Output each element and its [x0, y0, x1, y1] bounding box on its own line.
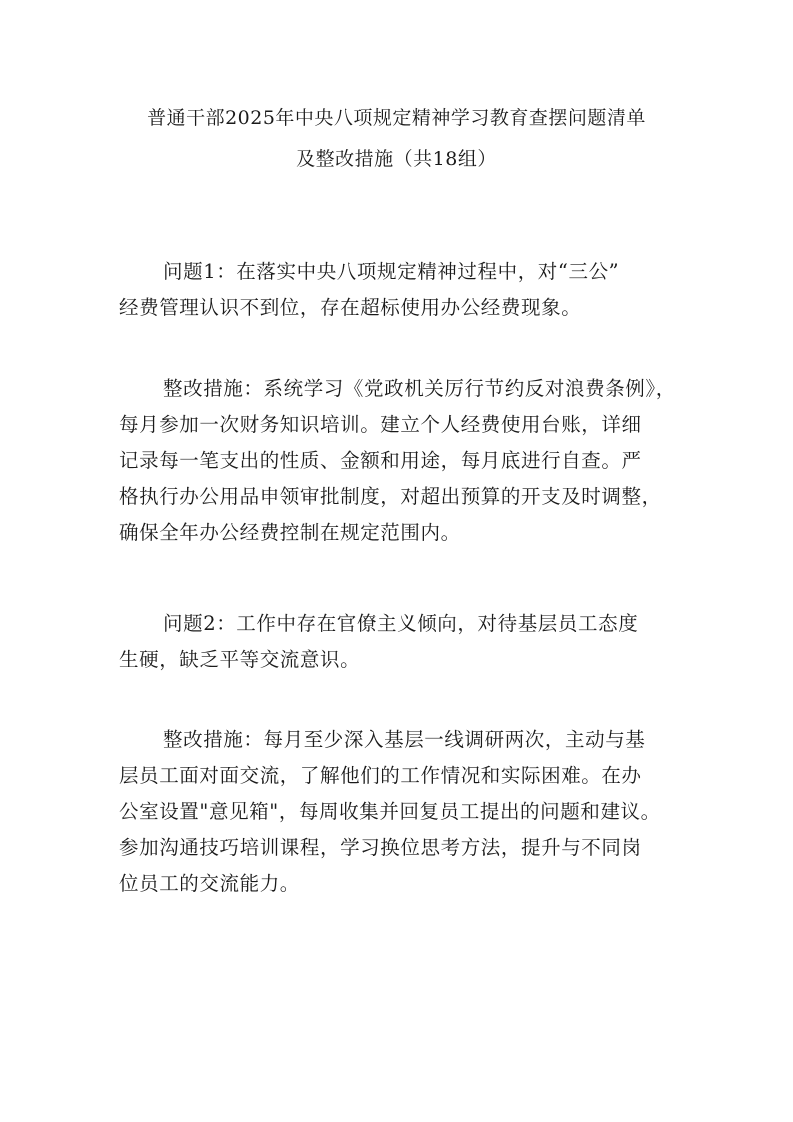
paragraph-line: 公室设置"意见箱"，每周收集并回复员工提出的问题和建议。 — [119, 800, 661, 823]
paragraph-line: 每月参加一次财务知识培训。建立个人经费使用台账，详细 — [119, 413, 642, 436]
paragraph-line: 格执行办公用品申领审批制度，对超出预算的开支及时调整， — [119, 485, 662, 508]
problem-1-paragraph — [119, 254, 699, 326]
paragraph-line: 位员工的交流能力。 — [119, 872, 300, 895]
paragraph-line: 问题2：工作中存在官僚主义倾向，对待基层员工态度 — [163, 612, 639, 635]
paragraph-line: 参加沟通技巧培训课程，学习换位思考方法，提升与不同岗 — [119, 836, 642, 859]
problem-2-paragraph — [119, 606, 699, 678]
paragraph-line: 整改措施：每月至少深入基层一线调研两次，主动与基 — [163, 728, 646, 751]
paragraph-line: 整改措施：系统学习《党政机关厉行节约反对浪费条例》， — [163, 377, 676, 400]
paragraph-line: 层员工面对面交流，了解他们的工作情况和实际困难。在办 — [119, 764, 642, 787]
paragraph-line: 问题1：在落实中央八项规定精神过程中，对“三公” — [163, 260, 620, 283]
paragraph-line: 确保全年办公经费控制在规定范围内。 — [119, 521, 461, 544]
paragraph-line: 生硬，缺乏平等交流意识。 — [119, 648, 361, 671]
title-line-1: 普通干部2025年中央八项规定精神学习教育查摆问题清单 — [147, 107, 646, 129]
document-title — [100, 98, 693, 180]
title-line-2: 及整改措施（共18组） — [296, 148, 497, 170]
measures-1-paragraph — [119, 371, 699, 551]
measures-2-paragraph — [119, 722, 699, 902]
paragraph-line: 记录每一笔支出的性质、金额和用途，每月底进行自查。严 — [119, 449, 642, 472]
paragraph-line: 经费管理认识不到位，存在超标使用办公经费现象。 — [119, 296, 582, 319]
